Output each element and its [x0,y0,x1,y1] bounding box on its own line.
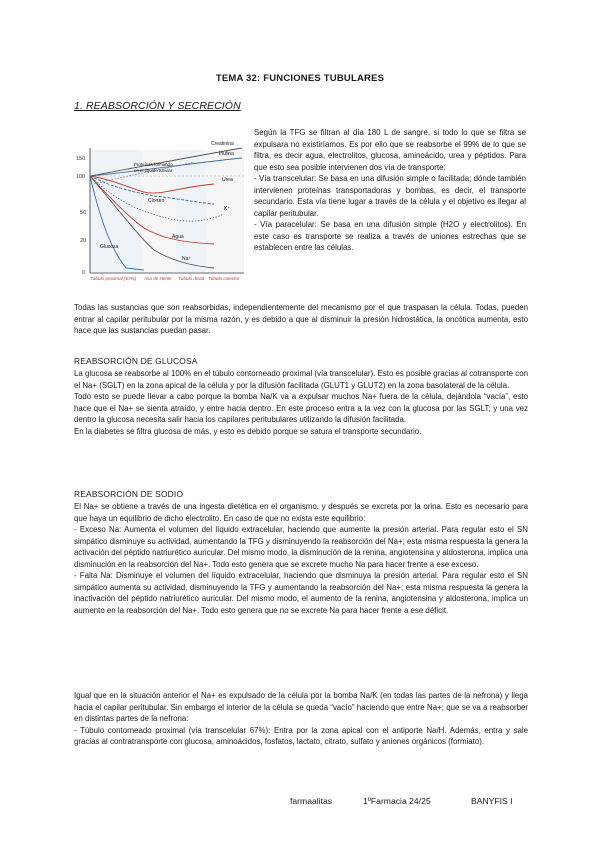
summary-paragraph: Todas las sustancias que son reabsorbidas, independientemente del mecanismo por el que traspasan la célula. Todas, pueden entrar al capilar peritubular por la misma razón, y es debido a que al disminuir la presión hidrostática, la oncótica aumenta, esto hace que las sustancias puedan pasar. [74,303,528,336]
label-agua: Agua [172,234,184,240]
label-proteinas-2: en el líquido tubular [134,168,173,173]
intro-text [254,127,526,254]
nefrona-proximal: - Túbulo contorneado proximal (vía transcelular 67%): Entra por la zona apical con el antiporte Na/H. Además, entra y sale gracias al contratransporte con glucosa, aminoácidos, fosfatos, lactato, citrato, sulfato y aniones orgánicos (formiato). [74,725,528,747]
sodio-paragraph-1: El Na+ se obtiene a través de una ingesta dietética en el organismo, y después se excreta por la orina. Esto es necesario para que haya un equilibrio de dicho electrolito. En caso de que no exista este equilibrio: [74,502,528,523]
sodio-falta: - Falta Na: Disminuye el volumen del líquido extracelular, haciendo que disminuya la presión arterial. Para regular esto el SN simpático aumenta su actividad, disminuyendo la TFG y aumentando la reabsorción del Na+; esta misma respuesta la genera la inactivación del péptido natriurético auricular. Del mismo modo, el aumento de la renina, angiotensina y aldosterona, implica un aumento en la reabsorción del Na+. Todo esto genera que no se excrete Na para hacer frente a ese déficit. [74,571,528,615]
intro-paragraph: Según la TFG se filtran al día 180 L de sangre, si todo lo que se filtra se expulsara no existiríamos. Es por ello que se reabsorbe el 99% de lo que se filtra, es decir agua, electrolitos, glucosa, aminoácido, urea y péptidos. Para que esto sea posible intervienen dos vía de transporte: [254,128,526,172]
label-creatinina: Creatinina [211,141,234,147]
footer-author: farmaalitas [290,796,333,806]
heading-sodio: REABSORCIÓN DE SODIO [74,489,184,499]
band-distal [176,150,206,272]
page-title: TEMA 32: FUNCIONES TUBULARES [215,73,385,84]
footer-course: 1ºFarmacia 24/25 [363,796,431,806]
intro-paracelular: - Vía paracelular: Se basa en una difusión simple (H2O y electrolitos). En este caso es transporte se realiza a través de uniones estrechas que se establecen entre las células. [254,220,526,253]
nefrona-text [74,690,528,748]
y-tick: 150 [76,156,86,162]
glucosa-paragraph-1: La glucosa se reabsorbe al 100% en el túbulo contorneado proximal (vía transcelular). Esto es posible gracias al cotransporte con el Na+ (SGLT) en la zona apical de la célula y por la difusión facilitada (GLUT1 y GLUT2) en la zona basolateral de la célula. [74,369,528,390]
glucosa-text [74,368,528,437]
section-title: 1. REABSORCIÓN Y SECRECIÓN [74,100,241,112]
sodio-exceso: - Exceso Na: Aumenta el volumen del líquido extracelular, haciendo que aumente la presión arterial. Para regular esto el SN simpático disminuye su actividad, aumentando la TFG y disminuyendo la reabsorción del Na+; esta misma respuesta la genera la activación del péptido natriurético auricular. Del mismo modo, la disminución de la renina, angiotensina y aldosterona, implica una disminución en la reabsorción del Na+. Todo esto genera que se excrete mucho Na para hacer frente a ese exceso. [74,525,528,569]
footer-subject: BANYFIS I [471,796,513,806]
segment-distal: Túbulo distal [178,276,205,281]
heading-glucosa: REABSORCIÓN DE GLUCOSA [74,356,198,366]
intro-transcelular: - Vía transcelular: Se basa en una difusión simple o facilitada; dónde también intervienen proteínas transportadoras y bombas, es decir, el transporte secundario. Esta vía tiene lugar a través de la célula y el objetivo es llegar al capilar peritubular. [254,174,526,218]
y-tick: 100 [76,174,86,180]
nefrona-paragraph-1: Igual que en la situación anterior el Na+ es expulsado de la célula por la bomba Na/K (en todas las partes de la nefrona) y llega hacia el capilar peritubular. Sin embargo el interior de la célula se queda “vacío” haciendo que entre Na+; que se va a reabsorber en distintas partes de la nefrona: [74,691,528,724]
y-tick: 20 [80,238,87,244]
label-urea: Urea [222,177,233,183]
sodio-text [74,501,528,616]
reabsorption-figure [74,118,244,294]
segment-proximal: Túbulo proximal (67%) [90,276,137,281]
segment-henle: Asa de Henle [144,276,172,281]
label-glucosa: Glucosa [100,244,119,250]
y-tick: 0 [82,270,86,276]
segment-colector: Túbulo colector [208,276,240,281]
glucosa-paragraph-3: En la diabetes se filtra glucosa de más, y esto es debido porque se satura el transporte secundario. [74,426,422,436]
label-proteinas: Proteínas formando [134,162,173,167]
label-k: K⁺ [224,206,230,212]
y-tick: 50 [80,210,87,216]
label-na: Na⁺ [182,256,192,262]
summary-text [74,302,528,337]
label-cloruro: Cloruro [148,198,165,204]
label-inulina: Inulina [219,151,234,157]
glucosa-paragraph-2: Todo esto se puede llevar a cabo porque la bomba Na/K va a expulsar muchos Na+ fuera de la célula, dejándola “vacía”, esto hace que el Na+ se sienta atraído, y entre hacia dentro. En este proceso entra a la vez con la glucosa por las SGLT; y una vez dentro la glucosa necesita salir hacia los capilares peritubulares utilizando la difusión facilitada. [74,392,528,425]
